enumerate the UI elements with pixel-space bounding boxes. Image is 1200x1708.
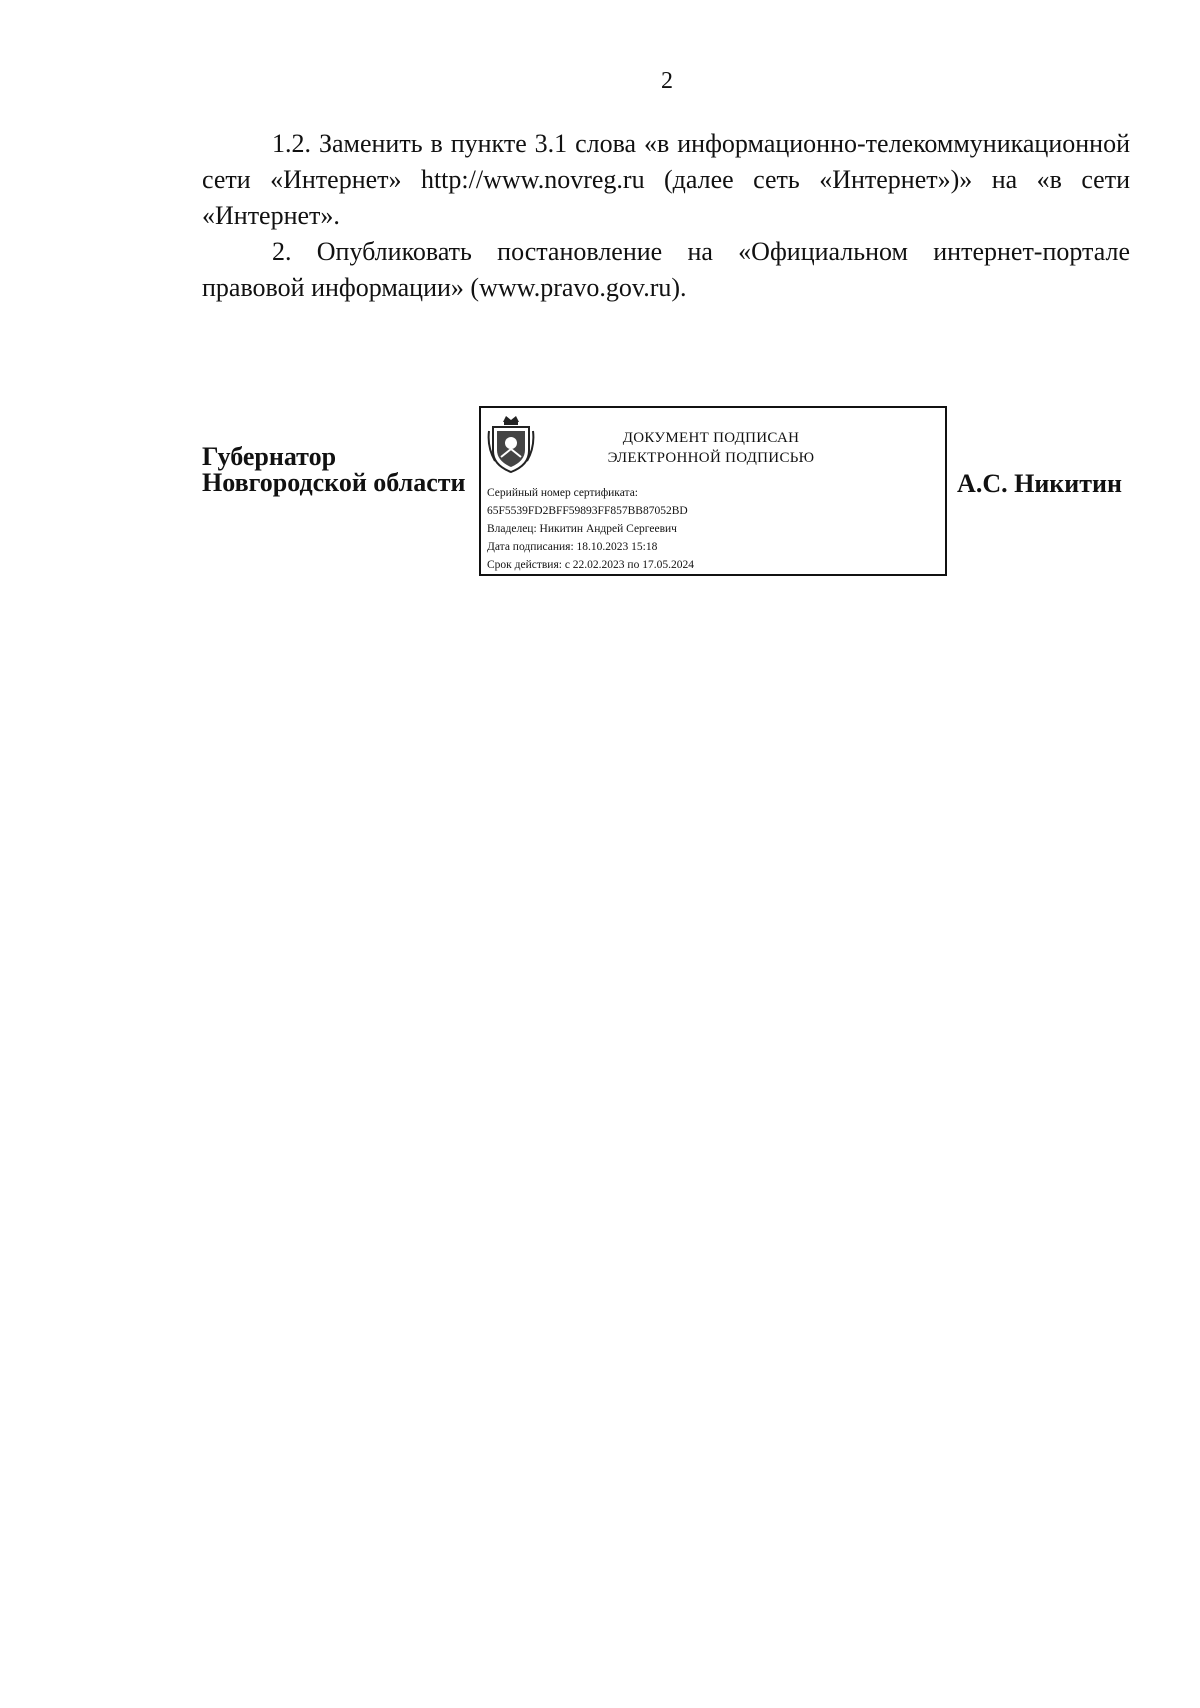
stamp-header-line1: ДОКУМЕНТ ПОДПИСАН xyxy=(622,430,800,446)
signatory-title-line2: Новгородской области xyxy=(202,468,466,497)
e-signature-stamp xyxy=(479,406,947,576)
stamp-header xyxy=(541,428,881,468)
stamp-details xyxy=(487,484,694,574)
page-number: 2 xyxy=(661,68,673,94)
signatory-title xyxy=(202,444,466,496)
signing-date: Дата подписания: 18.10.2023 15:18 xyxy=(487,541,658,553)
signature-block xyxy=(202,404,1130,584)
stamp-header-line2: ЭЛЕКТРОННОЙ ПОДПИСЬЮ xyxy=(607,450,815,466)
certificate-validity: Срок действия: с 22.02.2023 по 17.05.2024 xyxy=(487,559,694,571)
certificate-serial-label: Серийный номер сертификата: xyxy=(487,487,638,499)
coat-of-arms-icon xyxy=(487,413,535,475)
paragraph-2: 2. Опубликовать постановление на «Официальном интернет-портале правовой информации» (www.pravo.gov.ru). xyxy=(202,237,1130,302)
signatory-title-line1: Губернатор xyxy=(202,442,337,471)
certificate-serial: 65F5539FD2BFF59893FF857BB87052BD xyxy=(487,505,688,517)
paragraph-1-2: 1.2. Заменить в пункте 3.1 слова «в информационно-телекоммуникационной сети «Интернет» http://www.novreg.ru (далее сеть «Интернет»)» на «в сети «Интернет». xyxy=(202,129,1130,230)
document-body xyxy=(202,126,1130,306)
certificate-owner: Владелец: Никитин Андрей Сергеевич xyxy=(487,523,677,535)
signatory-name: А.С. Никитин xyxy=(957,469,1122,498)
